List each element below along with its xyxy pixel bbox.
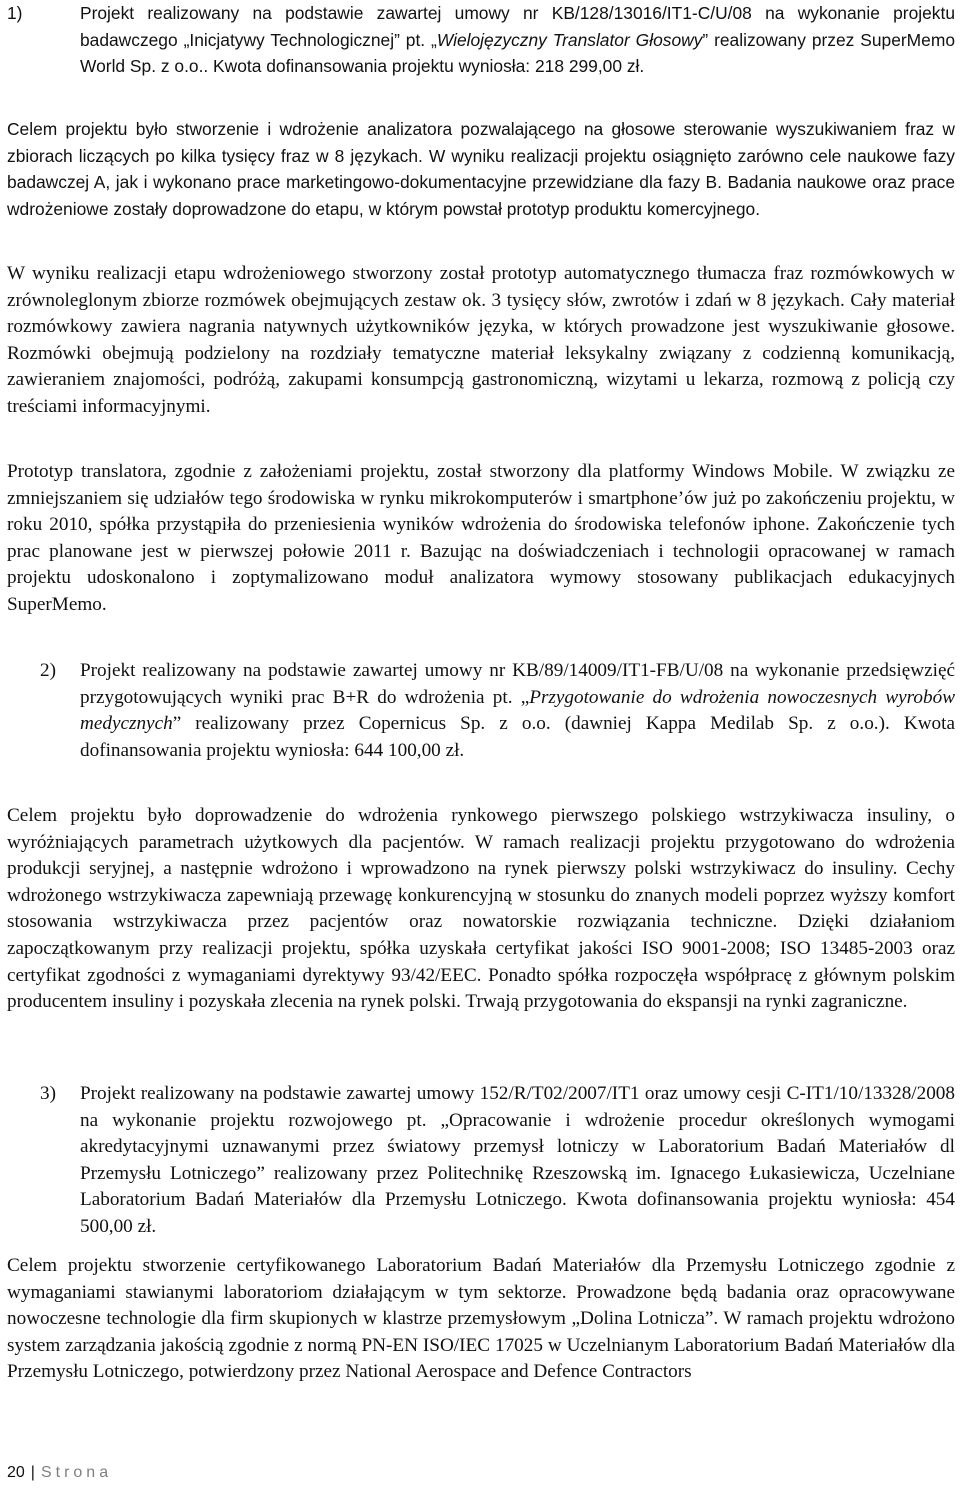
- page-footer: [7, 1464, 112, 1482]
- item-text-pre: Projekt realizowany na podstawie zawartej umowy nr KB/128/13016/IT1-C/U/08 na wykonanie projektu badawczego „Inicjatywy Technologicznej” pt. „: [80, 3, 955, 50]
- list-item-1: [7, 0, 955, 80]
- project-title: Przygotowanie do wdrożenia nowoczesnych wyrobów medycznych: [80, 686, 955, 735]
- project-title: Wielojęzyczny Translator Głosowy: [436, 29, 703, 50]
- list-item-text: [80, 1081, 955, 1241]
- list-number: 2): [40, 660, 56, 681]
- list-item-2: [7, 658, 955, 764]
- paragraph-goal-2: Celem projektu było doprowadzenie do wdrożenia rynkowego pierwszego polskiego wstrzykiwacza insuliny, o wyróżniających parametrach użytkowych dla pacjentów. W ramach realizacji projektu przygotowano do wdrożenia produkcji seryjnej, a następnie wdrożono i wprowadzono na rynek pierwszy polski wstrzykiwacz do insuliny. Cechy wdrożonego wstrzykiwacza zapewniają przewagę konkurencyjną w stosunku do znanych modeli poprzez wyższy komfort stosowania wstrzykiwacza przez pacjentów oraz nowatorskie rozwiązania techniczne. Dzięki działaniom zapoczątkowanym przy realizacji projektu, spółka uzyskała certyfikat jakości ISO 9001-2008; ISO 13485-2003 oraz certyfikat zgodności z wymaganiami dyrektywy 93/42/EEC. Ponadto spółka rozpoczęła współpracę z głównym polskim producentem insuliny i pozyskała zlecenia na rynek polski. Trwają przygotowania do ekspansji na rynki zagraniczne.: [7, 805, 955, 1013]
- paragraph-results-1: W wyniku realizacji etapu wdrożeniowego stworzony został prototyp automatycznego tłumacza fraz rozmówkowych w zrównoleglonym zbiorze rozmówek obejmujących zestaw ok. 3 tysięcy słów, zwrotów i zdań w 8 językach. Cały materiał rozmówkowy zawiera nagrania natywnych użytkowników języka, w których prowadzone jest wyszukiwanie głosowe. Rozmówki obejmują podzielony na rozdziały tematyczne materiał leksykalny związany z codzienną komunikacją, zawieraniem znajomości, podróżą, zakupami konsumpcją gastronomiczną, wizytami u lekarza, rozmową z policją czy treściami informacyjnymi.: [7, 263, 955, 417]
- footer-separator: |: [30, 1464, 35, 1481]
- item-text-pre: Projekt realizowany na podstawie zawartej umowy nr KB/89/14009/IT1-FB/U/08 na wykonanie przedsięwzięć przygotowujących wyniki prac B+R do wdrożenia pt. „: [80, 660, 955, 708]
- page-number: 20: [7, 1464, 25, 1481]
- item-text-post: ” realizowany przez SuperMemo World Sp. z o.o.. Kwota dofinansowania projektu wyniosła: 218 299,00 zł.: [80, 29, 955, 77]
- item-text-pre: Projekt realizowany na podstawie zawartej umowy 152/R/T02/2007/IT1 oraz umowy cesji C-IT1/10/13328/2008 na wykonanie projektu rozwojowego pt. „Opracowanie i wdrożenie procedur określonych wymogami akredytacyjnymi uznawanymi przez światowy przemysł lotniczy w Laboratorium Badań Materiałów dl Przemysłu Lotniczego” realizowany przez Politechnikę Rzeszowską im. Ignacego Łukasiewicza, Uczelniane Laboratorium Badań Materiałów dla Przemysłu Lotniczego. Kwota dofinansowania projektu wyniosła: 454 500,00 zł.: [80, 1083, 955, 1237]
- list-item-text: [80, 0, 955, 80]
- paragraph-prototype: Prototyp translatora, zgodnie z założeniami projektu, został stworzony dla platformy Windows Mobile. W związku ze zmniejszaniem się udziałów tego środowiska w rynku mikrokomputerów i smartphone’ów już po zakończeniu projektu, w roku 2010, spółka przystąpiła do przeniesienia wyników wdrożenia do środowiska telefonów iphone. Zakończenie tych prac planowane jest w pierwszej połowie 2011 r. Bazując na doświadczeniach i technologii opracowanej w ramach projektu udoskonalono i zoptymalizowano moduł analizatora wymowy stosowany publikacjach edukacyjnych SuperMemo.: [7, 461, 955, 615]
- paragraph-goal-3: Celem projektu stworzenie certyfikowanego Laboratorium Badań Materiałów dla Przemysłu Lotniczego zgodnie z wymaganiami stawianymi laboratoriom działającym w tym sektorze. Prowadzone będą badania oraz opracowywane nowoczesne technologie dla firm skupionych w klastrze przemysłowym „Dolina Lotnicza”. W ramach projektu wdrożono system zarządzania jakością zgodnie z normą PN-EN ISO/IEC 17025 w Uczelnianym Laboratorium Badań Materiałów dla Przemysłu Lotniczego, potwierdzony przez National Aerospace and Defence Contractors: [7, 1255, 955, 1383]
- list-item-3: [7, 1081, 955, 1241]
- list-number: 3): [40, 1083, 56, 1104]
- item-text-post: ” realizowany przez Copernicus Sp. z o.o. (dawniej Kappa Medilab Sp. z o.o.). Kwota dofinansowania projektu wyniosła: 644 100,00 zł.: [80, 713, 955, 761]
- list-item-text: [80, 658, 955, 764]
- list-number: 1): [7, 3, 23, 23]
- paragraph-goal-1: Celem projektu było stworzenie i wdrożenie analizatora pozwalającego na głosowe sterowanie wyszukiwaniem fraz w zbiorach liczących po kilka tysięcy fraz w 8 językach. W wyniku realizacji projektu osiągnięto zarówno cele naukowe fazy badawczej A, jak i wykonano prace marketingowo-dokumentacyjne przewidziane dla fazy B. Badania naukowe oraz prace wdrożeniowe zostały doprowadzone do etapu, w którym powstał prototyp produktu komercyjnego.: [7, 119, 955, 219]
- footer-label: Strona: [40, 1464, 113, 1481]
